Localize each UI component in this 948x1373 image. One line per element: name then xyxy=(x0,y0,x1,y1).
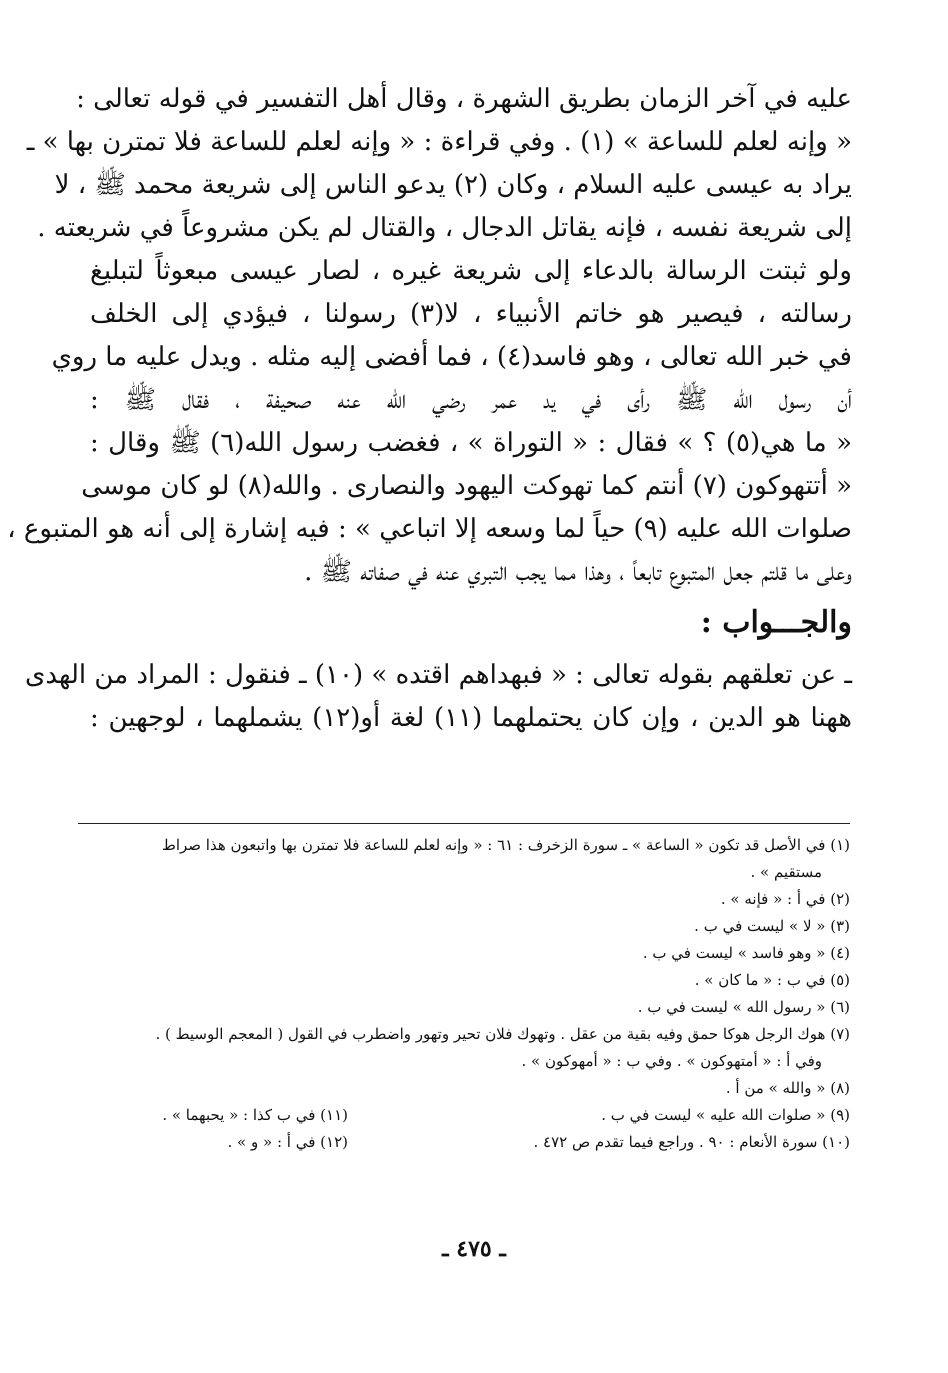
section-heading: والجـــواب : xyxy=(700,605,852,640)
footnote-continuation: وفي أ : « أمتهوكون » . وفي ب : « أمهوكون » . xyxy=(521,1052,822,1070)
footnote: (٧) هوك الرجل هوكا حمق وفيه بقية من عقل . وتهوك فلان تحير وتهور واضطرب في القول ( المعجم الوسيط ) . xyxy=(155,1025,850,1043)
text-line: ههنا هو الدين ، وإن كان يحتملهما (١١) لغة أو(١٢) يشملهما ، لوجهين : xyxy=(90,703,852,733)
text-line: « وإنه لعلم للساعة » (١) . وفي قراءة : « وإنه لعلم للساعة فلا تمترن بها » ـ xyxy=(26,127,852,157)
footnote-row xyxy=(78,1102,850,1129)
footnote: (١٠) سورة الأنعام : ٩٠ . وراجع فيما تقدم ص ٤٧٢ . xyxy=(533,1133,850,1151)
text-line: عليه في آخر الزمان بطريق الشهرة ، وقال أهل التفسير في قوله تعالى : xyxy=(76,84,852,114)
footnote: (٢) في أ : « فإنه » . xyxy=(720,890,850,908)
text-line: « ما هي(٥) ؟ » فقال : « التوراة » ، فغضب رسول الله(٦) ﷺ وقال : xyxy=(90,428,852,458)
footnote-continuation: مستقيم » . xyxy=(750,863,822,881)
text-line: « أتتهوكون (٧) أنتم كما تهوكت اليهود والنصارى . والله(٨) لو كان موسى xyxy=(81,471,852,501)
page-number: ـ ٤٧٥ ـ xyxy=(442,1236,506,1262)
footnote: (٨) « والله » من أ . xyxy=(725,1079,850,1097)
text-line: صلوات الله عليه (٩) حياً لما وسعه إلا اتباعي » : فيه إشارة إلى أنه هو المتبوع ، xyxy=(7,514,852,544)
footnote-row xyxy=(78,1129,850,1156)
footnote: (٣) « لا » ليست في ب . xyxy=(694,917,850,935)
text-line: في خبر الله تعالى ، وهو فاسد(٤) ، فما أفضى إليه مثله . ويدل عليه ما روي xyxy=(51,342,852,372)
footnote: (٤) « وهو فاسد » ليست في ب . xyxy=(642,944,850,962)
text-line: أن رسول الله ﷺ رأى في يد عمر رضي الله عنه صحيفة ، فقال ﷺ : xyxy=(90,385,852,415)
main-text xyxy=(7,78,852,740)
footnote: (٥) في ب : « ما كان » . xyxy=(694,971,850,989)
text-line: رسالته ، فيصير هو خاتم الأنبياء ، لا(٣) رسولنا ، فيؤدي إلى الخلف xyxy=(90,299,852,329)
text-line: ـ عن تعلقهم بقوله تعالى : « فبهداهم اقتده » (١٠) ـ فنقول : المراد من الهدى xyxy=(25,660,852,690)
text-line: إلى شريعة نفسه ، فإنه يقاتل الدجال ، والقتال لم يكن مشروعاً في شريعته . xyxy=(37,213,852,243)
footnote: (١) في الأصل قد تكون « الساعة » ـ سورة الزخرف : ٦١ : « وإنه لعلم للساعة فلا تمترن بها واتبعون هذا صراط xyxy=(161,836,850,854)
footnote: (٦) « رسول الله » ليست في ب . xyxy=(637,998,850,1016)
footnotes xyxy=(78,832,850,1156)
text-line: وعلى ما قلتم جعل المتبوع تابعاً ، وهذا مما يجب التبري عنه في صفاته ﷺ . xyxy=(304,557,852,587)
footnote: (١١) في ب كذا : « يحبهما » . xyxy=(162,1106,348,1124)
answer-text xyxy=(25,654,852,740)
footnote-divider xyxy=(78,823,850,824)
footnote: (٩) « صلوات الله عليه » ليست في ب . xyxy=(601,1106,850,1124)
footnote: (١٢) في أ : « و » . xyxy=(227,1133,348,1151)
text-line: ولو ثبتت الرسالة بالدعاء إلى شريعة غيره ، لصار عيسى مبعوثاً لتبليغ xyxy=(90,256,852,286)
text-line: يراد به عيسى عليه السلام ، وكان (٢) يدعو الناس إلى شريعة محمد ﷺ ، لا xyxy=(54,170,852,200)
